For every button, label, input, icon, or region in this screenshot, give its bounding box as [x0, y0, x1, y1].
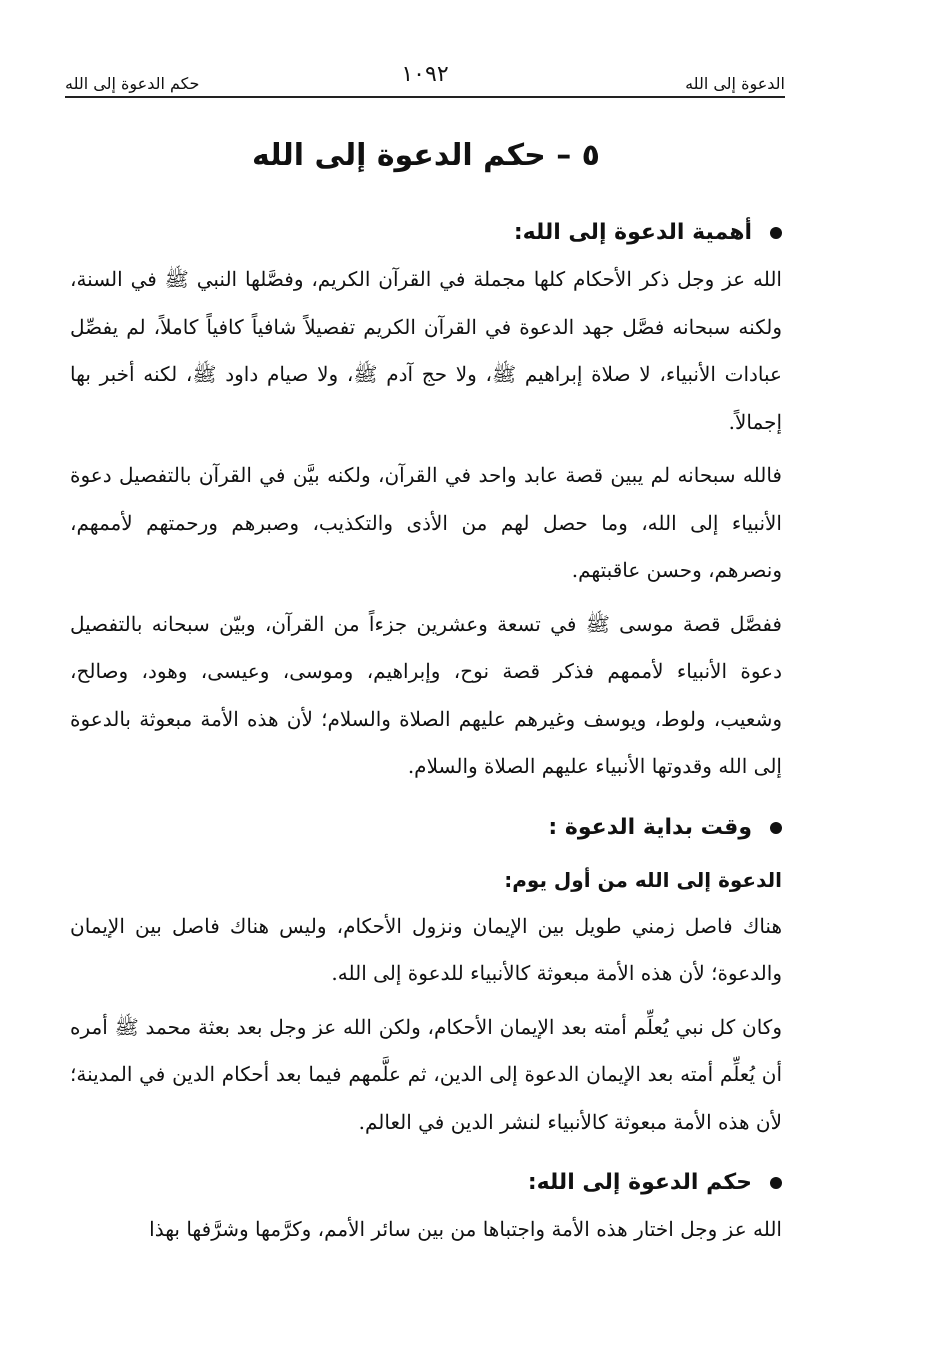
- section-heading-start-time: [70, 805, 782, 851]
- page-number: ١٠٩٢: [401, 62, 449, 87]
- paragraph: الله عز وجل ذكر الأحكام كلها مجملة في القرآن الكريم، وفصَّلها النبي ﷺ في السنة، ولكنه سبحانه فصَّل جهد الدعوة في القرآن الكريم تفصيلاً شافياً كافياً كاملاً، لم يفصِّل عبادات الأنبياء، لا صلاة إبراهيم ﷺ، ولا حج آدم ﷺ، ولا صيام داود ﷺ، لكنه أخبر بها إجمالاً.: [70, 267, 782, 434]
- paragraph: الله عز وجل اختار هذه الأمة واجتباها من بين سائر الأمم، وكرَّمها وشرَّفها بهذا: [149, 1217, 782, 1241]
- paragraph: ففصَّل قصة موسى ﷺ في تسعة وعشرين جزءاً من القرآن، وبيّن سبحانه بالتفصيل دعوة الأنبياء لأممهم فذكر قصة نوح، وإبراهيم، وموسى، وعيسى، وهود، وصالح، وشعيب، ولوط، ويوسف وغيرهم عليهم الصلاة والسلام؛ لأن هذه الأمة مبعوثة بالدعوة إلى الله وقدوتها الأنبياء عليهم الصلاة والسلام.: [70, 611, 783, 778]
- subheading: الدعوة إلى الله من أول يوم:: [504, 867, 782, 892]
- paragraph: هناك فاصل زمني طويل بين الإيمان ونزول الأحكام، وليس هناك فاصل بين الإيمان والدعوة؛ لأن هذه الأمة مبعوثة كالأنبياء للدعوة إلى الله.: [70, 913, 782, 985]
- header-chapter-title: حكم الدعوة إلى الله: [65, 74, 200, 93]
- chapter-title: ٥ – حكم الدعوة إلى الله: [252, 138, 600, 173]
- page-body: [70, 130, 782, 1254]
- section-heading-importance: [70, 210, 782, 256]
- header-book-title: الدعوة إلى الله: [685, 74, 785, 93]
- header-divider: [65, 96, 785, 98]
- paragraph: وكان كل نبي يُعلِّم أمته بعد الإيمان الأحكام، ولكن الله عز وجل بعد بعثة محمد ﷺ أمره أن يُعلِّم أمته بعد الإيمان الدعوة إلى الدين، ثم علَّمهم فيما بعد أحكام الدين في المدينة؛ لأن هذه الأمة مبعوثة كالأنبياء لنشر الدين في العالم.: [70, 1014, 782, 1134]
- paragraph: فالله سبحانه لم يبين قصة عابد واحد في القرآن، ولكنه بيَّن في القرآن بالتفصيل دعوة الأنبياء إلى الله، وما حصل لهم من الأذى والتكذيب، وصبرهم ورحمتهم لأممهم، ونصرهم، وحسن عاقبتهم.: [70, 463, 782, 582]
- bullet-icon: [770, 822, 782, 834]
- section-heading-text: حكم الدعوة إلى الله:: [527, 1170, 752, 1195]
- running-header: [65, 62, 785, 98]
- bullet-icon: [770, 1177, 782, 1189]
- section-heading-ruling: [70, 1160, 782, 1206]
- section-heading-text: أهمية الدعوة إلى الله:: [513, 220, 752, 245]
- bullet-icon: [770, 227, 782, 239]
- section-heading-text: وقت بداية الدعوة :: [548, 814, 752, 840]
